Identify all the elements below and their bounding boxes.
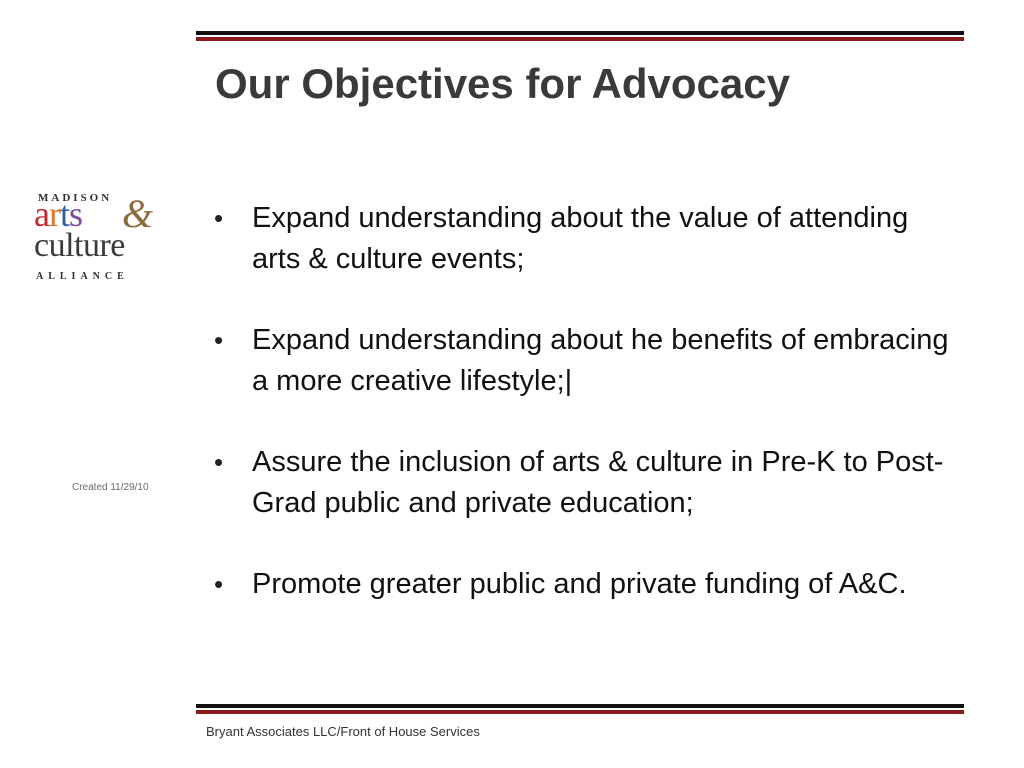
- logo-arts-letter-a: a: [34, 194, 49, 234]
- objective-item: [214, 320, 954, 402]
- logo-ampersand: &: [122, 191, 154, 236]
- footer-text: Bryant Associates LLC/Front of House Services: [206, 724, 480, 739]
- madison-arts-culture-alliance-logo: [34, 192, 164, 287]
- logo-madison-text: MADISON: [38, 192, 113, 204]
- logo-arts-letter-t: t: [59, 194, 69, 234]
- created-date-note: Created 11/29/10: [72, 482, 149, 493]
- bullet-icon: •: [214, 447, 224, 477]
- objective-text: Assure the inclusion of arts & culture in Pre-K to Post-Grad public and private education;: [252, 446, 944, 519]
- bottom-rule: [196, 704, 964, 714]
- logo-culture-text: culture: [34, 227, 125, 264]
- bullet-icon: •: [214, 569, 224, 599]
- bullet-icon: •: [214, 203, 224, 233]
- logo-arts-letter-r: r: [48, 194, 60, 234]
- logo-arts-letter-s: s: [69, 194, 83, 234]
- objective-item: [214, 564, 954, 605]
- bullet-icon: •: [214, 325, 224, 355]
- objective-item: [214, 198, 954, 280]
- objective-text: Expand understanding about the value of attending arts & culture events;: [252, 202, 909, 275]
- top-rule: [196, 31, 964, 41]
- logo-alliance-text: ALLIANCE: [36, 271, 129, 282]
- objectives-list: [214, 198, 954, 645]
- objective-item: [214, 442, 954, 524]
- objective-text: Expand understanding about he benefits of embracing a more creative lifestyle;|: [252, 324, 949, 397]
- objective-text: Promote greater public and private funding of A&C.: [252, 568, 907, 600]
- slide-title: Our Objectives for Advocacy: [215, 60, 790, 107]
